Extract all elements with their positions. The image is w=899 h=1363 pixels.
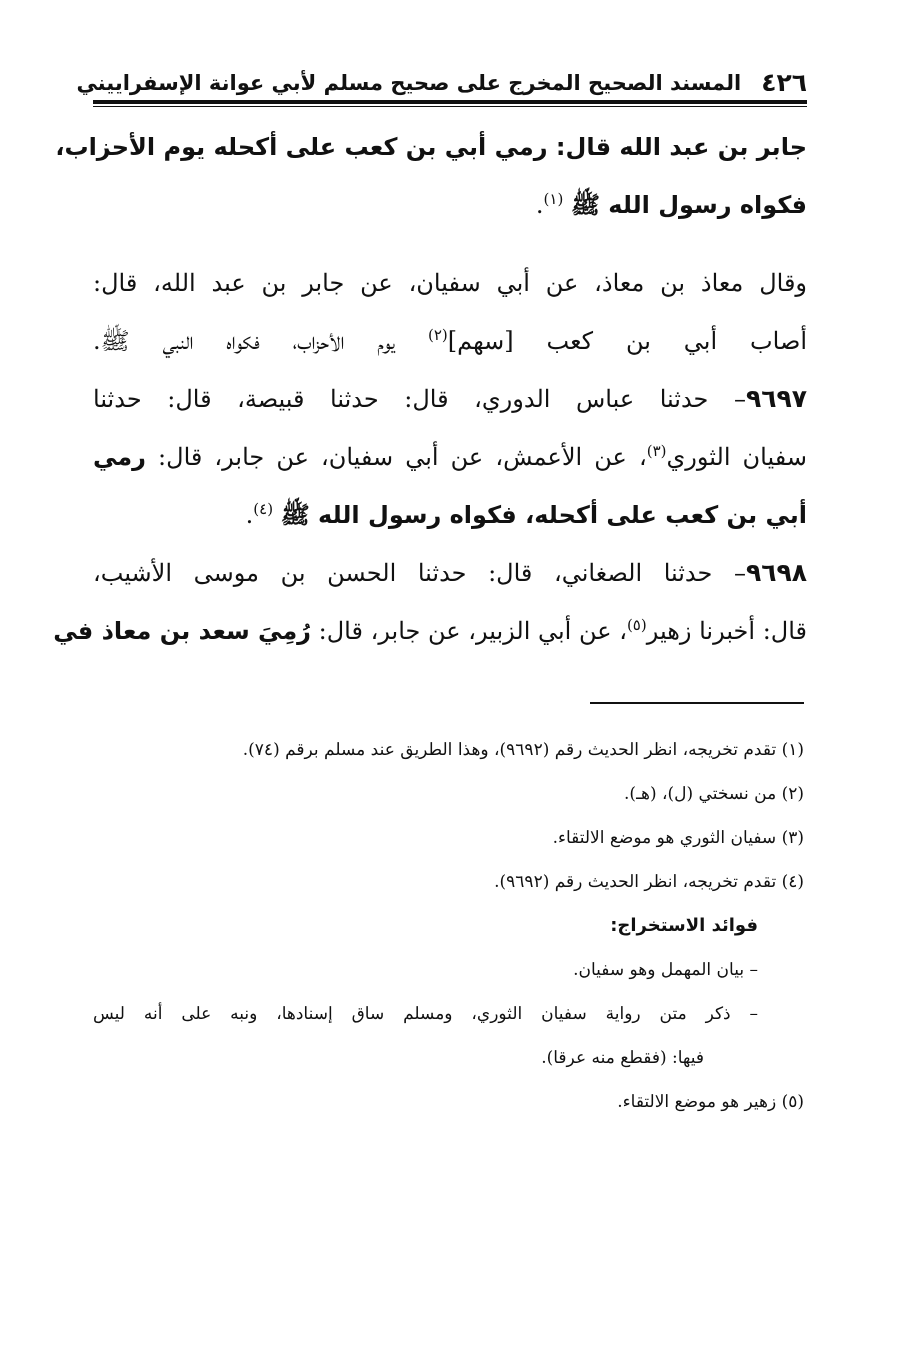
- text-line-4-start: أصاب أبي بن كعب [سهم]: [447, 327, 807, 355]
- hadith-number-9697: ٩٦٩٧: [745, 384, 807, 413]
- footnotes: [93, 728, 804, 1124]
- footnote-ref-1: (١): [543, 190, 564, 208]
- fawaid-heading: فوائد الاستخراج:: [610, 915, 758, 936]
- text-line-6-start: سفيان الثوري: [666, 443, 807, 471]
- text-line-8-rest: – حدثنا الصغاني، قال: حدثنا الحسن بن موسى الأشيب،: [93, 559, 746, 587]
- footnote-ref-5: (٥): [626, 616, 647, 634]
- fawaid-item-2: – ذكر متن رواية سفيان الثوري، ومسلم ساق إسنادها، ونبه على أنه ليس: [93, 1004, 758, 1024]
- page-number: ٤٢٦: [761, 68, 807, 97]
- page-header: [76, 62, 807, 98]
- footnote-separator: [590, 702, 804, 704]
- text-line-7-bold: أبي بن كعب على أكحله، فكواه رسول الله ﷺ: [280, 501, 807, 529]
- text-line-6-bold: رمي: [93, 443, 146, 471]
- text-line-7-end: .: [245, 501, 254, 529]
- footnote-ref-2: (٢): [427, 326, 448, 344]
- text-line-2-end: .: [535, 191, 544, 219]
- text-line-1: جابر بن عبد الله قال: رمي أبي بن كعب على أكحله يوم الأحزاب،: [55, 133, 807, 161]
- text-line-3: وقال معاذ بن معاذ، عن أبي سفيان، عن جابر بن عبد الله، قال:: [93, 269, 807, 297]
- text-line-9-start: قال: أخبرنا زهير: [646, 617, 807, 645]
- main-text: [53, 118, 807, 660]
- footnote-2: (٢) من نسختي (ل)، (هـ).: [624, 784, 804, 804]
- footnote-3: (٣) سفيان الثوري هو موضع الالتقاء.: [552, 828, 804, 848]
- running-title: المسند الصحيح المخرج على صحيح مسلم لأبي عوانة الإسفراييني: [76, 71, 742, 95]
- text-line-9-bold: رُمِيَ سعد بن معاذ في: [53, 617, 311, 645]
- text-line-6-mid: ، عن الأعمش، عن أبي سفيان، عن جابر، قال:: [145, 443, 647, 471]
- text-line-4-end: يوم الأحزاب، فكواه النبي ﷺ.: [93, 327, 428, 355]
- text-line-4: [93, 312, 807, 370]
- text-line-7: [93, 486, 807, 544]
- text-line-6: [93, 428, 807, 486]
- footnote-4: (٤) تقدم تخريجه، انظر الحديث رقم (٩٦٩٢).: [494, 872, 804, 892]
- header-rule-thick: [93, 100, 807, 104]
- text-line-5: [93, 370, 807, 428]
- footnote-ref-4: (٤): [253, 500, 274, 518]
- text-line-8: [93, 544, 807, 602]
- text-line-5-rest: – حدثنا عباس الدوري، قال: حدثنا قبيصة، قال: حدثنا: [93, 385, 746, 413]
- text-line-2-bold: فكواه رسول الله ﷺ: [570, 191, 807, 219]
- hadith-number-9698: ٩٦٩٨: [745, 558, 807, 587]
- footnote-1: (١) تقدم تخريجه، انظر الحديث رقم (٩٦٩٢)، وهذا الطريق عند مسلم برقم (٧٤).: [242, 740, 804, 760]
- fawaid-item-2-cont: فيها: (فقطع منه عرقا).: [541, 1048, 704, 1068]
- text-line-9-mid: ، عن أبي الزبير، عن جابر، قال:: [311, 617, 627, 645]
- footnote-5: (٥) زهير هو موضع الالتقاء.: [617, 1092, 804, 1112]
- text-line-9: [53, 602, 807, 660]
- footnote-ref-3: (٣): [646, 442, 667, 460]
- text-line-2: [93, 176, 807, 234]
- header-rule-thin: [93, 106, 807, 107]
- fawaid-item-1: – بيان المهمل وهو سفيان.: [573, 960, 758, 980]
